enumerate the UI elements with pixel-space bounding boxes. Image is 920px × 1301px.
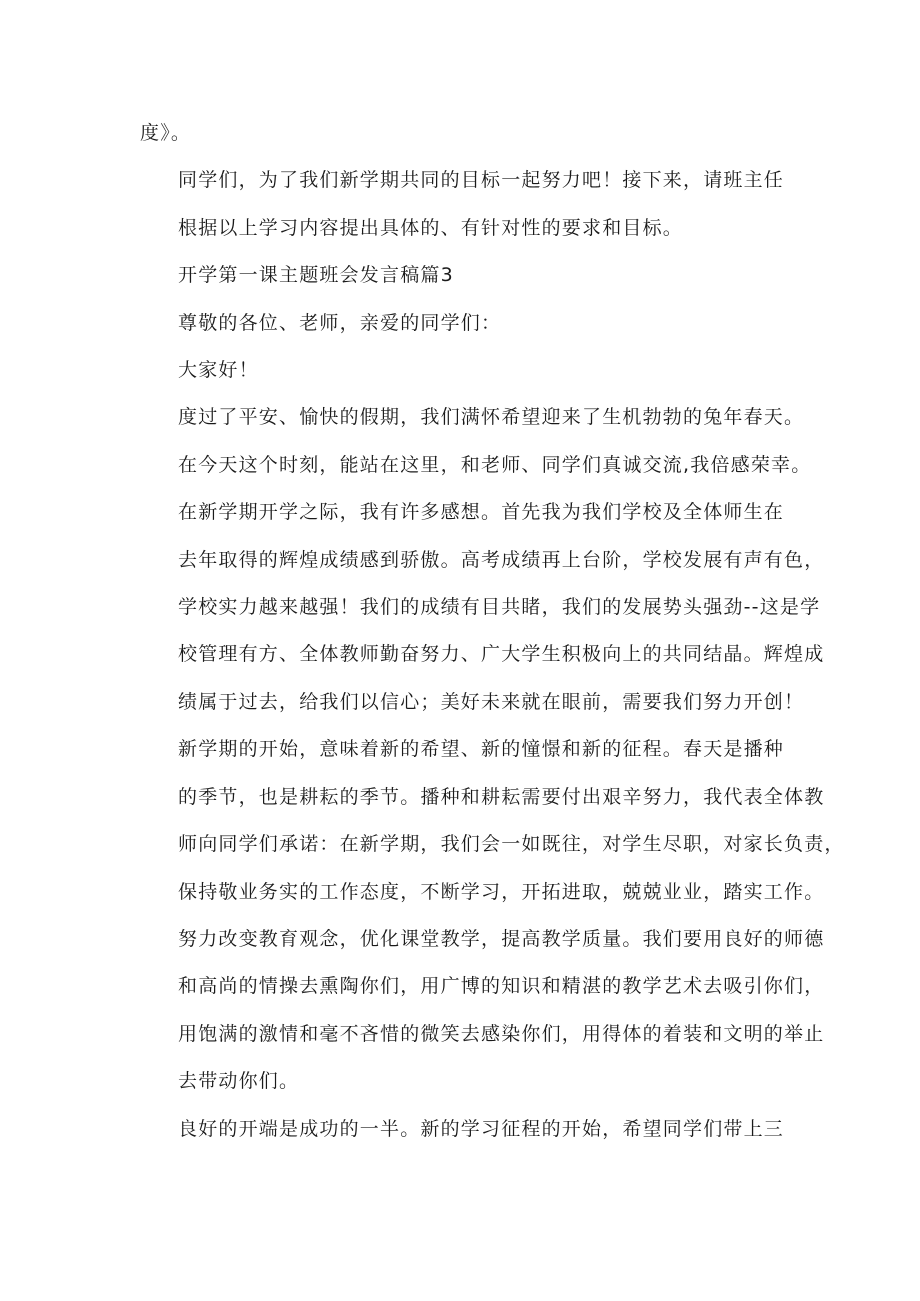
text-line: 度过了平安、愉快的假期，我们满怀希望迎来了生机勃勃的兔年春天。 [178, 406, 805, 429]
document-body [140, 110, 845, 1153]
text-line: 去带动你们。 [178, 1070, 300, 1093]
text-line: 同学们，为了我们新学期共同的目标一起努力吧！接下来，请班主任 [178, 169, 785, 192]
text-line: 的季节，也是耕耘的季节。播种和耕耘需要付出艰辛努力，我代表全体教 [178, 785, 825, 808]
text-line: 根据以上学习内容提出具体的、有针对性的要求和目标。 [178, 216, 684, 239]
text-line: 度》。 [140, 122, 192, 144]
paragraph [140, 252, 800, 299]
text-line: 在新学期开学之际，我有许多感想。首先我为我们学校及全体师生在 [178, 501, 785, 524]
paragraph [140, 726, 845, 1105]
text-line: 去年取得的辉煌成绩感到骄傲。高考成绩再上台阶，学校发展有声有色， [178, 548, 825, 571]
text-line: 用饱满的激情和毫不吝惜的微笑去感染你们，用得体的着装和文明的举止 [178, 1022, 825, 1045]
paragraph [140, 394, 812, 489]
text-line: 尊敬的各位、老师，亲爱的同学们： [178, 311, 502, 334]
text-line: 开学第一课主题班会发言稿篇3 [178, 264, 454, 287]
text-line: 师向同学们承诺：在新学期，我们会一如既往，对学生尽职，对家长负责， [178, 833, 845, 856]
text-line: 绩属于过去，给我们以信心；美好未来就在眼前，需要我们努力开创！ [178, 690, 805, 713]
paragraph [140, 489, 825, 726]
text-line: 良好的开端是成功的一半。新的学习征程的开始，希望同学们带上三 [178, 1117, 785, 1140]
paragraph [140, 157, 800, 252]
text-line: 大家好！ [178, 359, 259, 382]
text-line: 保持敬业务实的工作态度，不断学习，开拓进取，兢兢业业，踏实工作。 [178, 880, 825, 903]
text-line: 和高尚的情操去熏陶你们，用广博的知识和精湛的教学艺术去吸引你们， [178, 975, 825, 998]
text-line: 努力改变教育观念，优化课堂教学，提高教学质量。我们要用良好的师德 [178, 927, 825, 950]
text-line: 校管理有方、全体教师勤奋努力、广大学生积极向上的共同结晶。辉煌成 [178, 643, 825, 666]
paragraph [140, 347, 800, 394]
paragraph [140, 110, 800, 157]
paragraph [140, 1106, 800, 1153]
text-line: 新学期的开始，意味着新的希望、新的憧憬和新的征程。春天是播种 [178, 738, 785, 761]
text-line: 在今天这个时刻，能站在这里，和老师、同学们真诚交流,我倍感荣幸。 [178, 453, 812, 476]
paragraph [140, 300, 800, 347]
text-line: 学校实力越来越强！我们的成绩有目共睹，我们的发展势头强劲--这是学 [178, 596, 821, 619]
